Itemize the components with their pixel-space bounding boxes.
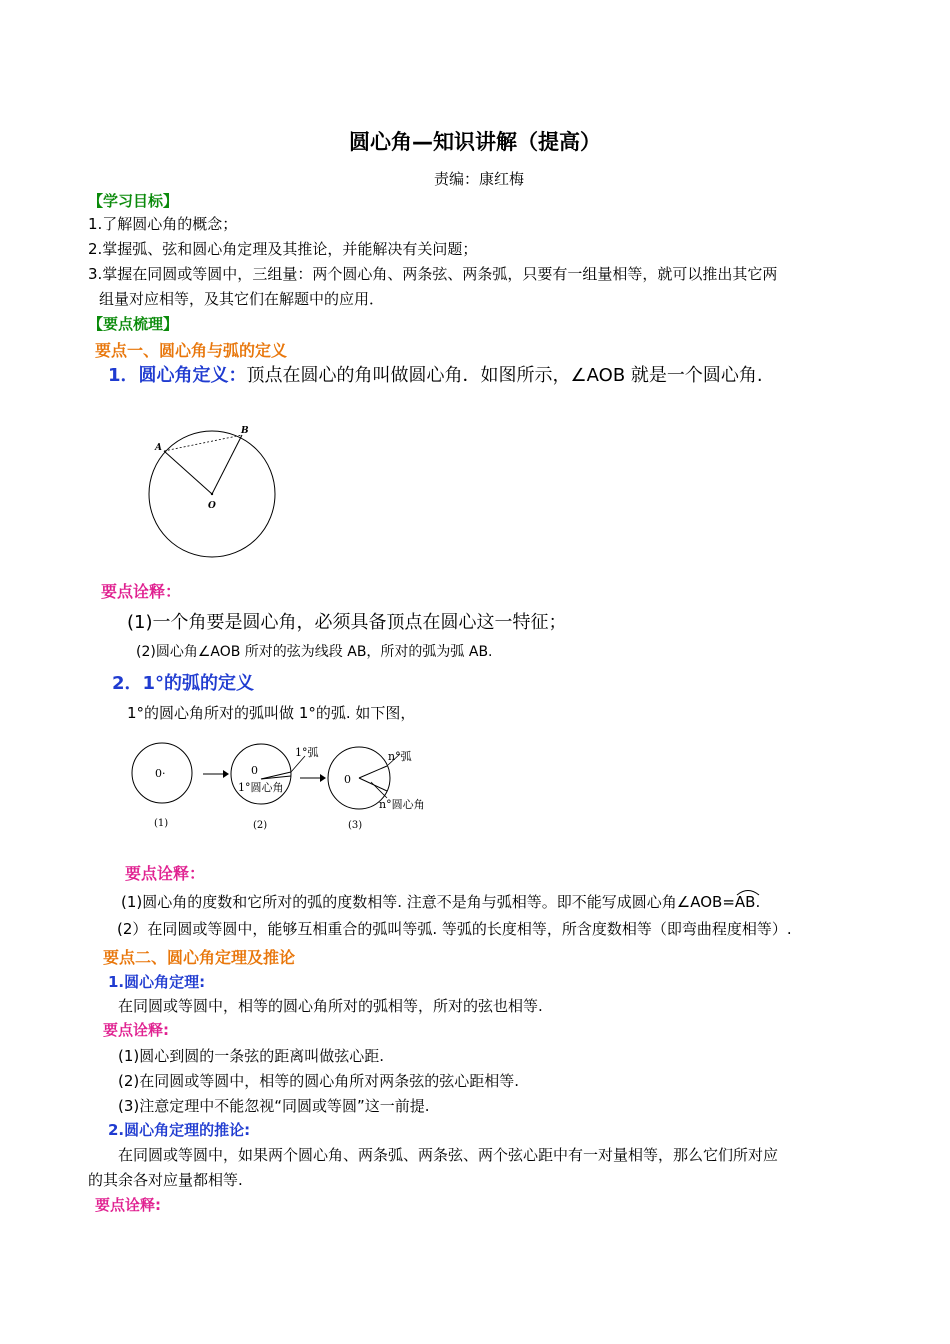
note-item: (1)一个角要是圆心角，必须具备顶点在圆心这一特征； xyxy=(127,612,567,633)
point1-heading: 要点一、圆心角与弧的定义 xyxy=(95,341,288,360)
goal-item: 1.了解圆心角的概念； xyxy=(88,215,238,233)
central-angle-figure xyxy=(140,420,290,570)
degree-arc-figure xyxy=(125,736,445,836)
goal-item: 3.掌握在同圆或等圆中，三组量：两个圆心角、两条弦、两条弧，只要有一组量相等，就可以推出其它两 xyxy=(88,265,778,283)
note-heading-3: 要点诠释: xyxy=(103,1021,169,1039)
arc-symbol xyxy=(735,888,761,896)
summary-heading: 【要点梳理】 xyxy=(88,315,179,333)
note-item: (2)圆心角∠AOB 所对的弦为线段 AB，所对的弧为弧 AB. xyxy=(136,644,493,660)
definition-2-label: 2．1°的弧的定义 xyxy=(112,673,255,694)
note-3-end: . xyxy=(755,893,761,911)
arc-n-label: n°弧 xyxy=(388,750,412,763)
goal-item: 2.掌握弧、弦和圆心角定理及其推论，并能解决有关问题； xyxy=(88,240,478,258)
goal-item-continued: 组量对应相等，及其它们在解题中的应用． xyxy=(99,290,385,308)
note-item xyxy=(121,891,760,912)
note-item: (2)在同圆或等圆中，相等的圆心角所对两条弦的弦心距相等. xyxy=(118,1072,520,1090)
circle-2-center: 0 xyxy=(251,764,258,777)
arc-1-label: 1°弧 xyxy=(295,746,319,759)
definition-1-label: 1．圆心角定义： xyxy=(108,365,247,386)
author-line: 责编：康红梅 xyxy=(433,170,524,188)
label-b: B xyxy=(241,426,249,436)
theorem-label: 1.圆心角定理: xyxy=(108,973,206,991)
radius-ob xyxy=(212,435,242,494)
corollary-label: 2.圆心角定理的推论: xyxy=(108,1121,251,1139)
note-item: (2）在同圆或等圆中，能够互相重合的弧叫等弧. 等弧的长度相等，所含度数相等（即弯曲程度相等）. xyxy=(117,920,792,938)
arc-ab-notation xyxy=(735,893,756,911)
arrow-1-head xyxy=(223,770,229,778)
note-heading-2: 要点诠释： xyxy=(125,864,206,883)
label-a: A xyxy=(155,443,162,453)
circle-3-radius xyxy=(359,766,387,778)
note-heading: 要点诠释： xyxy=(101,582,182,601)
definition-1 xyxy=(108,361,763,387)
caption-3: (3) xyxy=(348,820,363,831)
angle-1-label: 1°圆心角 xyxy=(238,781,284,794)
caption-2: (2) xyxy=(253,820,268,831)
note-item: (3)注意定理中不能忽视“同圆或等圆”这一前提. xyxy=(118,1097,430,1115)
corollary-text: 在同圆或等圆中，如果两个圆心角、两条弧、两条弦、两个弦心距中有一对量相等，那么它们所对应 xyxy=(118,1146,779,1164)
circle-1-center: 0· xyxy=(155,767,166,780)
radius-oa xyxy=(164,451,212,494)
note-3-text: (1)圆心角的度数和它所对的弧的度数相等. 注意不是角与弧相等。即不能写成圆心角∠AOB= xyxy=(121,893,735,911)
point2-heading: 要点二、圆心角定理及推论 xyxy=(103,948,296,967)
label-o: O xyxy=(208,501,216,511)
page-title: 圆心角—知识讲解（提高） xyxy=(349,130,601,154)
definition-1-text: 顶点在圆心的角叫做圆心角．如图所示，∠AOB 就是一个圆心角. xyxy=(246,365,763,386)
goals-heading: 【学习目标】 xyxy=(88,192,179,210)
angle-n-label: n°圆心角 xyxy=(379,798,425,811)
center-point xyxy=(211,493,213,495)
arrow-2-head xyxy=(320,774,326,782)
note-item: (1)圆心到圆的一条弦的距离叫做弦心距. xyxy=(118,1047,385,1065)
caption-1: (1) xyxy=(154,818,169,829)
corollary-text-continued: 的其余各对应量都相等. xyxy=(88,1171,243,1189)
definition-2-text: 1°的圆心角所对的弧叫做 1°的弧. 如下图， xyxy=(127,704,416,722)
theorem-text: 在同圆或等圆中，相等的圆心角所对的弧相等，所对的弦也相等. xyxy=(118,997,543,1015)
circle-3-center: 0 xyxy=(344,773,351,786)
note-heading-4: 要点诠释: xyxy=(95,1196,161,1214)
arc-ab-label: AB xyxy=(734,893,756,911)
